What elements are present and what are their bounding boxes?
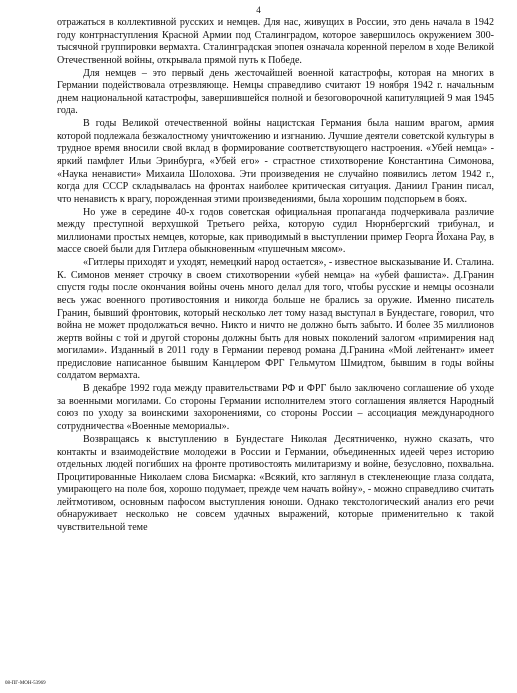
paragraph: Но уже в середине 40-х годов советская официальная пропаганда подчеркивала различие между преступной верхушкой Третьего рейха, которую судил Нюрнбергский трибунал, и миллионами простых немцев, которые, как приводимый в выступлении пример Георга Йохана Рау, в массе своей были для Гитлера обыкновенным «пушечным мясом». <box>57 206 494 256</box>
paragraph: В декабре 1992 года между правительствами РФ и ФРГ было заключено соглашение об уходе за военными могилами. Со стороны Германии исполнителем этого соглашения является Народный союз по уходу за воинскими захоронениями, со стороны России – ассоциация международного сотрудничества «Военные мемориалы». <box>57 383 494 432</box>
paragraph: Возвращаясь к выступлению в Бундестаге Николая Десятниченко, нужно сказать, что контакты и взаимодействие молодежи в России и Германии, объединенных идеей через историю отдельных людей погибших на фронте противостоять милитаризму и войне, безусловно, похвальна. Процитированные Николаем слова Бисмарка: «Всякий, кто заглянул в стекленеющие глаза солдата, умирающего на поле боя, хорошо подумает, прежде чем начать войну», - можно справедливо считать лейтмотивом, основным пафосом выступления юноши. Однако текстологический анализ его речи обнаруживает несколько не совсем удачных выражений, которые применительно к такой чувствительной теме <box>57 434 494 533</box>
paragraph: В годы Великой отечественной войны нацистская Германия была нашим врагом, армия которой подлежала безжалостному уничтожению и изгнанию. Лучшие деятели советской культуры в трудное время вносили свой вклад в формирование соответствующего настроения. «Убей немца» - яркий памфлет Ильи Эринбурга, «Убей его» - страстное стихотворение Константина Симонова, «Наука ненависти» Михаила Шолохова. Эти произведения не случайно появились летом 1942 г., когда для СССР складывалась на фронтах наиболее критическая ситуация. Даниил Гранин писал, что ненависть к врагу, порожденная этими произведениями, была хорошим подспорьем в боях. <box>57 118 494 205</box>
paragraph: Для немцев – это первый день жесточайшей военной катастрофы, которая на многих в Германии подействовала отрезвляюще. Немцы справедливо считают 19 ноября 1942 г. начальным днем национальной катастрофы, завершившейся полной и безоговорочной капитуляцией 9 мая 1945 года. <box>57 67 494 117</box>
footer-code: 08-ПГ-МОН-53969 <box>5 681 46 686</box>
body-text <box>57 17 494 535</box>
paragraph: «Гитлеры приходят и уходят, немецкий народ остается», - известное высказывание И. Сталина. К. Симонов меняет строчку в своем стихотворении «убей немца» на «убей фашиста». Д.Гранин спустя годы после окончания войны очень много делал для того, чтобы русские и немцы осознали весь ужас военного противостояния и никогда больше не брались за оружие. Именно писатель Гранин, бывший фронтовик, который несколько лет тому назад выступал в Бундестаге, говорил, что война не может продолжаться вечно. Никто и ничто не должно быть забыто. И более 35 миллионов жертв войны с той и другой стороны должны быть для новых поколений залогом «примирения над могилами». Изданный в 2011 году в Германии перевод романа Д.Гранина «Мой лейтенант» имеет предисловие написанное бывшим Канцлером ФРГ Гельмутом Шмидтом, бывшим в годы войны солдатом вермахта. <box>57 257 494 382</box>
paragraph: отражаться в коллективной русских и немцев. Для нас, живущих в России, это день начала в 1942 году контрнаступления Красной Армии под Сталинградом, которое завершилось окружением 300-тысячной группировки вермахта. Сталинградская эпопея означала коренной перелом в ходе Великой Отечественной войны, открывала прямой путь к Победе. <box>57 17 494 66</box>
page-number: 4 <box>256 5 261 15</box>
